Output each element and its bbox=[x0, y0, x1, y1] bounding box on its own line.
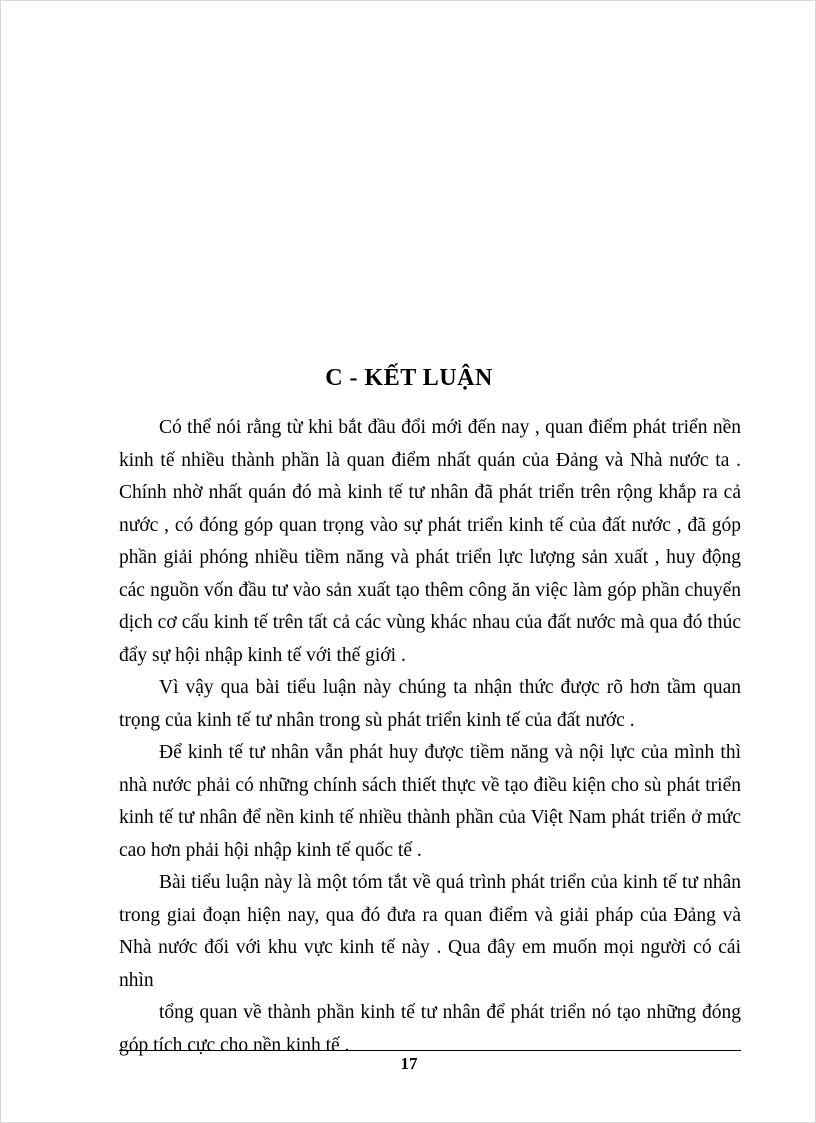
section-heading: C - KẾT LUẬN bbox=[325, 365, 493, 391]
paragraph-2: Vì vậy qua bài tiểu luận này chúng ta nhận thức được rõ hơn tầm quan trọng của kinh tế tư nhân trong sù phát triển kinh tế của đất nước . bbox=[119, 677, 741, 731]
page-number: 17 bbox=[400, 1054, 418, 1073]
paragraph-1: Có thể nói rằng từ khi bắt đầu đổi mới đến nay , quan điểm phát triển nền kinh tế nhiều thành phần là quan điểm nhất quán của Đảng và Nhà nước ta . Chính nhờ nhất quán đó mà kinh tế tư nhân đã phát triển trên rộng khắp ra cả nước , có đóng góp quan trọng vào sự phát triển kinh tế của đất nước , đã góp phần giải phóng nhiều tiềm năng và phát triển lực lượng sản xuất , huy động các nguồn vốn đầu tư vào sản xuất tạo thêm công ăn việc làm góp phần chuyển dịch cơ cấu kinh tế trên tất cả các vùng khác nhau của đất nước mà qua đó thúc đẩy sự hội nhập kinh tế với thế giới . bbox=[119, 417, 741, 666]
paragraph-5: tổng quan về thành phần kinh tế tư nhân để phát triển nó tạo những đóng góp tích cực cho nền kinh tế . bbox=[119, 1002, 741, 1056]
footer-divider bbox=[119, 1050, 741, 1051]
paragraph-4: Bài tiểu luận này là một tóm tắt về quá trình phát triển của kinh tế tư nhân trong giai đoạn hiện nay, qua đó đưa ra quan điểm và giải pháp của Đảng và Nhà nước đối với khu vực kinh tế này . Qua đây em muốn mọi người có cái nhìn bbox=[119, 872, 741, 991]
paragraph-3: Để kinh tế tư nhân vẫn phát huy được tiềm năng và nội lực của mình thì nhà nước phải có những chính sách thiết thực về tạo điều kiện cho sù phát triển kinh tế tư nhân để nền kinh tế nhiều thành phần của Việt Nam phát triển ở mức cao hơn phải hội nhập kinh tế quốc tế . bbox=[119, 742, 741, 861]
body-text bbox=[119, 412, 741, 1062]
